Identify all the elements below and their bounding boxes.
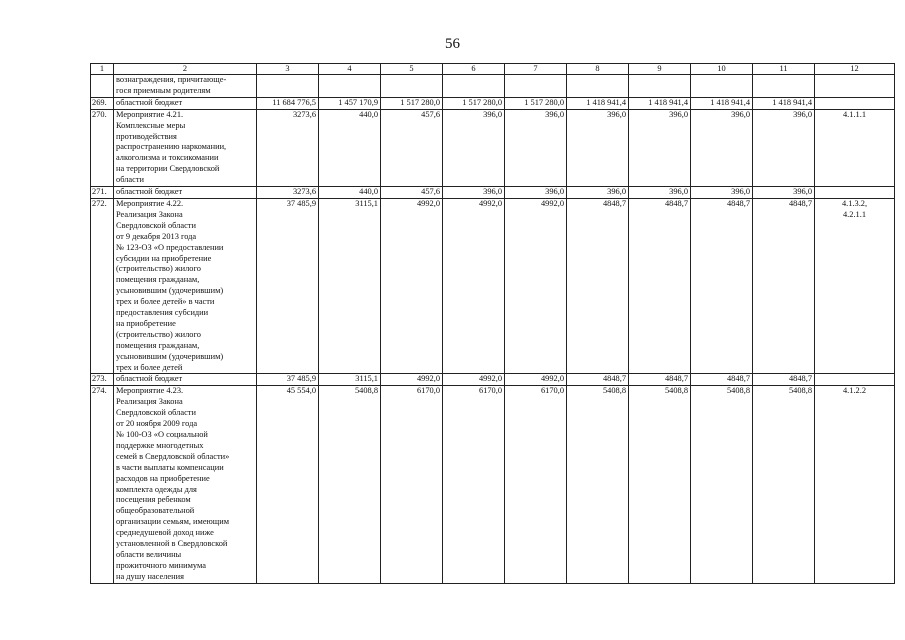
amount-cell: 3273,6 [257, 109, 319, 186]
table-row [91, 198, 895, 374]
column-header: 5 [381, 64, 443, 75]
column-header: 10 [691, 64, 753, 75]
amount-cell: 1 457 170,9 [319, 97, 381, 109]
amount-cell: 45 554,0 [257, 386, 319, 583]
amount-cell: 396,0 [567, 187, 629, 199]
row-description: Мероприятие 4.23. Реализация Закона Свердловской области от 20 ноября 2009 года № 100-ОЗ «О социальной поддержке многодетных семей в Свердловской области» в части выплаты компенсации расходов на приобретение комплекта одежды для посещения ребенком общеобразовательной организации семьям, имеющим среднедушевой доход ниже установленной в Свердловской области величины прожиточного минимума на душу населения [114, 386, 257, 583]
row-description: вознаграждения, причитающе- гося приемным родителям [114, 75, 257, 98]
amount-cell: 6170,0 [443, 386, 505, 583]
amount-cell: 4992,0 [505, 198, 567, 374]
amount-cell: 3115,1 [319, 374, 381, 386]
row-number: 274. [91, 386, 114, 583]
amount-cell [319, 75, 381, 98]
row-description: Мероприятие 4.22. Реализация Закона Свердловской области от 9 декабря 2013 года № 123-ОЗ «О предоставлении субсидии на приобретение (строительство) жилого помещения гражданам, усыновившим (удочерившим) трех и более детей» в части предоставления субсидии на приобретение (строительство) жилого помещения гражданам, усыновившим (удочерившим) трех и более детей [114, 198, 257, 374]
amount-cell [753, 75, 815, 98]
amount-cell [505, 75, 567, 98]
amount-cell [691, 75, 753, 98]
column-header: 6 [443, 64, 505, 75]
column-header: 1 [91, 64, 114, 75]
amount-cell: 6170,0 [381, 386, 443, 583]
amount-cell [629, 75, 691, 98]
table-row [91, 109, 895, 186]
amount-cell: 4848,7 [753, 198, 815, 374]
amount-cell: 5408,8 [629, 386, 691, 583]
amount-cell: 37 485,9 [257, 374, 319, 386]
amount-cell: 5408,8 [567, 386, 629, 583]
amount-cell: 396,0 [443, 187, 505, 199]
amount-cell [257, 75, 319, 98]
column-header: 4 [319, 64, 381, 75]
amount-cell: 1 418 941,4 [691, 97, 753, 109]
amount-cell: 4848,7 [691, 374, 753, 386]
amount-cell: 4848,7 [629, 198, 691, 374]
column-header: 2 [114, 64, 257, 75]
page-number: 56 [445, 36, 460, 52]
row-number: 269. [91, 97, 114, 109]
amount-cell: 4848,7 [629, 374, 691, 386]
column-header: 12 [815, 64, 895, 75]
column-header: 9 [629, 64, 691, 75]
amount-cell: 396,0 [505, 109, 567, 186]
amount-cell: 396,0 [629, 187, 691, 199]
amount-cell: 1 517 280,0 [381, 97, 443, 109]
row-number: 272. [91, 198, 114, 374]
row-description: Мероприятие 4.21. Комплексные меры противодействия распространению наркомании, алкоголизма и токсикомании на территории Свердловской области [114, 109, 257, 186]
amount-cell: 1 517 280,0 [505, 97, 567, 109]
amount-cell: 457,6 [381, 187, 443, 199]
amount-cell: 1 517 280,0 [443, 97, 505, 109]
target-code-cell [815, 187, 895, 199]
amount-cell: 1 418 941,4 [567, 97, 629, 109]
amount-cell: 4848,7 [691, 198, 753, 374]
amount-cell: 396,0 [691, 187, 753, 199]
budget-table [90, 63, 895, 584]
amount-cell: 6170,0 [505, 386, 567, 583]
amount-cell: 396,0 [753, 187, 815, 199]
amount-cell: 4848,7 [567, 198, 629, 374]
target-code-cell [815, 75, 895, 98]
table-row [91, 187, 895, 199]
amount-cell: 396,0 [505, 187, 567, 199]
amount-cell: 440,0 [319, 187, 381, 199]
table-row [91, 374, 895, 386]
table-header-row [91, 64, 895, 75]
amount-cell: 1 418 941,4 [753, 97, 815, 109]
table-row [91, 386, 895, 583]
amount-cell: 5408,8 [753, 386, 815, 583]
amount-cell: 4992,0 [443, 198, 505, 374]
amount-cell: 4848,7 [567, 374, 629, 386]
amount-cell: 4992,0 [443, 374, 505, 386]
target-code-cell [815, 374, 895, 386]
amount-cell: 3273,6 [257, 187, 319, 199]
target-code-cell: 4.1.2.2 [815, 386, 895, 583]
amount-cell: 396,0 [567, 109, 629, 186]
table-row [91, 75, 895, 98]
target-code-cell: 4.1.1.1 [815, 109, 895, 186]
row-number: 270. [91, 109, 114, 186]
row-description: областной бюджет [114, 187, 257, 199]
column-header: 7 [505, 64, 567, 75]
amount-cell [381, 75, 443, 98]
amount-cell: 396,0 [691, 109, 753, 186]
amount-cell: 396,0 [443, 109, 505, 186]
amount-cell: 4992,0 [381, 198, 443, 374]
amount-cell: 396,0 [753, 109, 815, 186]
amount-cell: 457,6 [381, 109, 443, 186]
amount-cell: 4848,7 [753, 374, 815, 386]
amount-cell: 4992,0 [505, 374, 567, 386]
amount-cell: 4992,0 [381, 374, 443, 386]
target-code-cell [815, 97, 895, 109]
row-number: 271. [91, 187, 114, 199]
amount-cell: 396,0 [629, 109, 691, 186]
amount-cell: 37 485,9 [257, 198, 319, 374]
row-description: областной бюджет [114, 374, 257, 386]
amount-cell: 11 684 776,5 [257, 97, 319, 109]
row-number [91, 75, 114, 98]
amount-cell: 5408,8 [319, 386, 381, 583]
column-header: 11 [753, 64, 815, 75]
amount-cell [567, 75, 629, 98]
amount-cell: 1 418 941,4 [629, 97, 691, 109]
row-number: 273. [91, 374, 114, 386]
amount-cell: 440,0 [319, 109, 381, 186]
target-code-cell: 4.1.3.2, 4.2.1.1 [815, 198, 895, 374]
column-header: 3 [257, 64, 319, 75]
row-description: областной бюджет [114, 97, 257, 109]
amount-cell: 3115,1 [319, 198, 381, 374]
amount-cell [443, 75, 505, 98]
table-row [91, 97, 895, 109]
column-header: 8 [567, 64, 629, 75]
amount-cell: 5408,8 [691, 386, 753, 583]
